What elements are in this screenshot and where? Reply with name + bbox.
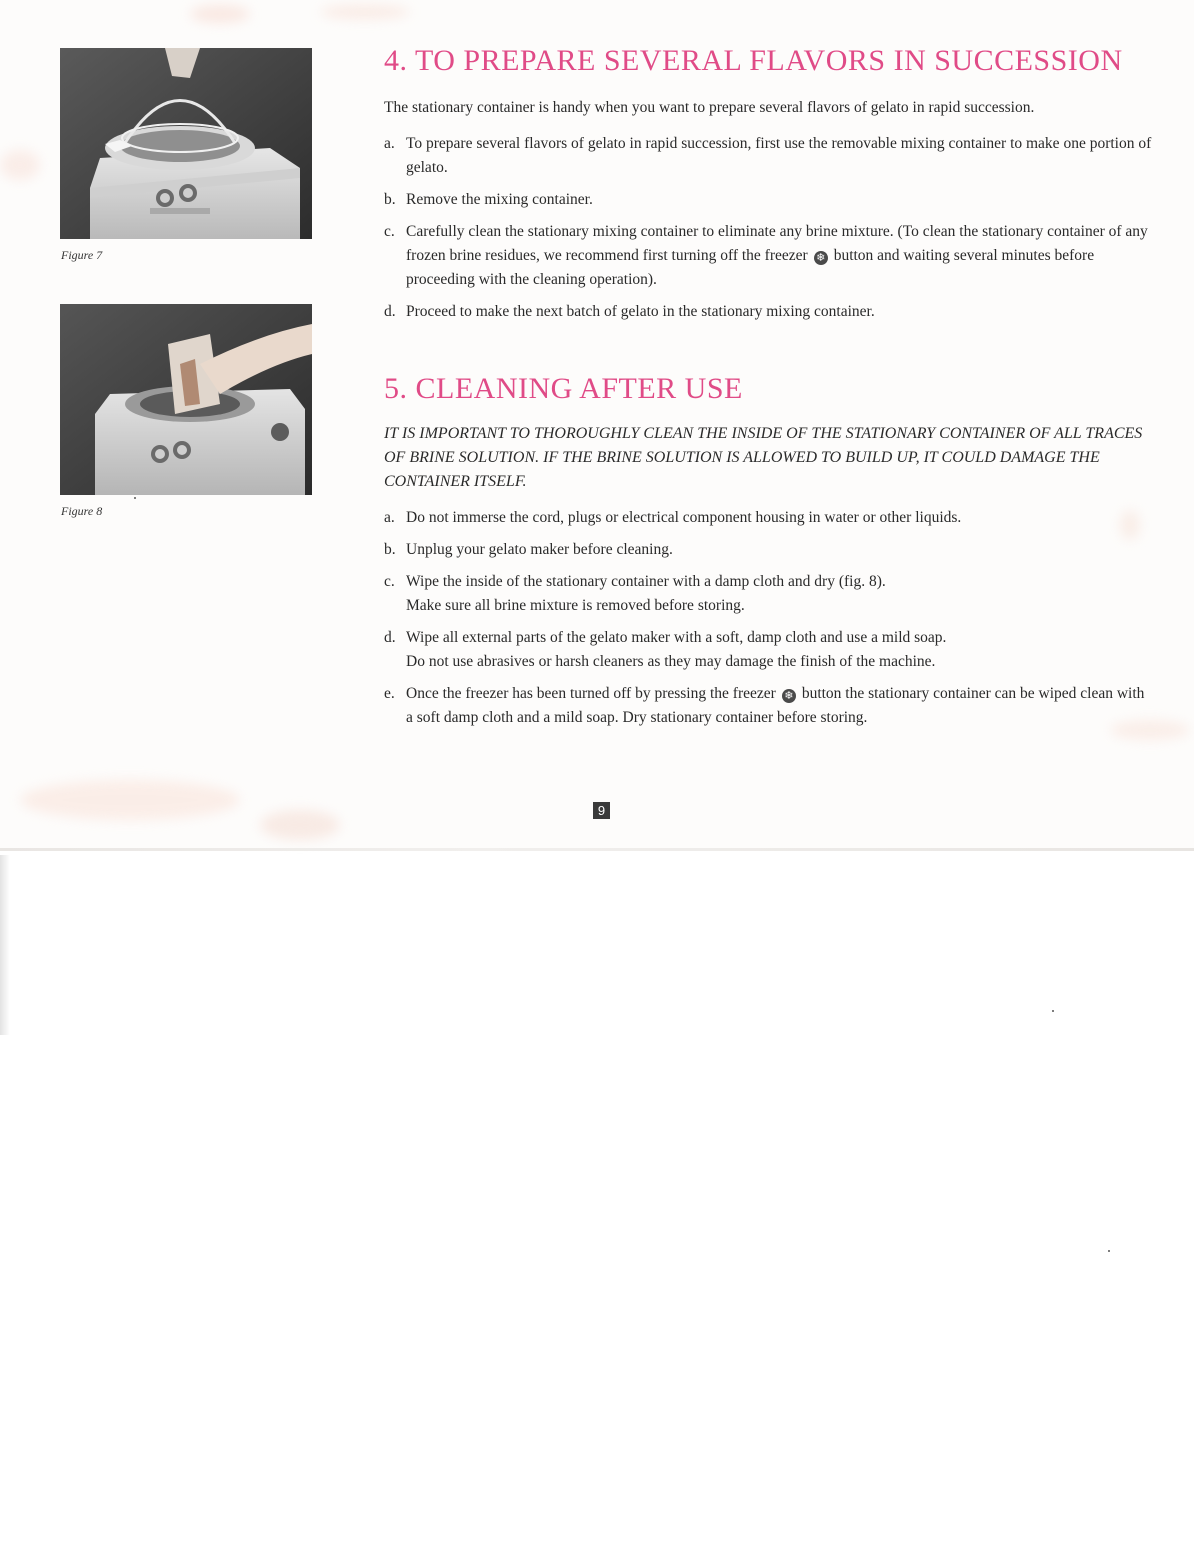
page-fold-line — [0, 848, 1194, 851]
section-4-title: 4. TO PREPARE SEVERAL FLAVORS IN SUCCESSION — [384, 44, 1123, 77]
item-text-after: button and waiting several minutes before proceeding with the cleaning operation). — [406, 247, 1095, 288]
item-letter: b. — [384, 541, 396, 558]
section-4-item-c — [384, 220, 1154, 292]
section-4-intro: The stationary container is handy when you want to prepare several flavors of gelato in rapid succession. — [384, 99, 1035, 116]
item-letter: e. — [384, 685, 395, 702]
page-number: 9 — [593, 802, 610, 819]
item-text: Do not immerse the cord, plugs or electrical component housing in water or other liquids. — [406, 509, 962, 526]
figure-7-caption: Figure 7 — [61, 248, 103, 262]
item-text-after: button the stationary container can be wiped clean with a soft damp cloth and a mild soap. Dry stationary container before storing. — [406, 685, 1145, 726]
item-line-1: Wipe the inside of the stationary container with a damp cloth and dry (fig. 8). — [406, 573, 886, 590]
item-text-wrapper — [406, 220, 1154, 292]
scan-edge-shadow — [0, 855, 10, 1035]
item-text: Remove the mixing container. — [406, 191, 593, 208]
item-line-1: Wipe all external parts of the gelato maker with a soft, damp cloth and use a mild soap. — [406, 629, 947, 646]
paper-stain — [20, 780, 240, 820]
paper-stain — [320, 5, 410, 19]
item-text: Unplug your gelato maker before cleaning. — [406, 541, 673, 558]
item-line-2: Do not use abrasives or harsh cleaners as they may damage the finish of the machine. — [406, 653, 936, 670]
paper-stain — [260, 810, 340, 840]
item-text: To prepare several flavors of gelato in rapid succession, first use the removable mixing container to make one portion of gelato. — [406, 135, 1152, 176]
section-5-title: 5. CLEANING AFTER USE — [384, 372, 743, 405]
section-4-item-a — [384, 132, 1154, 180]
item-line-2: Make sure all brine mixture is removed before storing. — [406, 597, 745, 614]
item-letter: d. — [384, 629, 396, 646]
figure-8-photo — [60, 304, 312, 495]
item-text-before: Carefully clean the stationary mixing container to eliminate any brine mixture. (To clean the stationary container of any frozen brine residues, we recommend first turning off the freezer — [406, 223, 1148, 264]
scan-speck — [1052, 1010, 1054, 1012]
snowflake-icon: ❄ — [814, 251, 828, 265]
section-4-item-b — [384, 188, 1154, 212]
item-text-wrapper — [406, 570, 1154, 618]
section-5-item-d — [384, 626, 1154, 674]
scan-speck — [134, 497, 136, 499]
paper-stain — [190, 5, 250, 23]
section-5-item-c — [384, 570, 1154, 618]
scan-speck — [1108, 1250, 1110, 1252]
section-5-warning: IT IS IMPORTANT TO THOROUGHLY CLEAN THE INSIDE OF THE STATIONARY CONTAINER OF ALL TRACES OF BRINE SOLUTION. IF THE BRINE SOLUTION IS ALLOWED TO BUILD UP, IT COULD DAMAGE THE CONTAINER ITSELF. — [384, 425, 1143, 490]
figure-7-photo — [60, 48, 312, 239]
item-letter: b. — [384, 191, 396, 208]
main-content — [384, 44, 1154, 738]
item-letter: c. — [384, 573, 395, 590]
item-letter: a. — [384, 509, 395, 526]
paper-stain — [0, 150, 40, 180]
figure-8-caption: Figure 8 — [61, 504, 103, 518]
section-4-item-d — [384, 300, 1154, 324]
section-5-item-a — [384, 506, 1154, 530]
item-letter: a. — [384, 135, 395, 152]
item-letter: d. — [384, 303, 396, 320]
item-text-before: Once the freezer has been turned off by pressing the freezer — [406, 685, 776, 702]
item-text-wrapper — [406, 626, 1154, 674]
item-text-wrapper — [406, 682, 1154, 730]
section-5-item-b — [384, 538, 1154, 562]
section-5-item-e — [384, 682, 1154, 730]
item-text: Proceed to make the next batch of gelato in the stationary mixing container. — [406, 303, 875, 320]
snowflake-icon: ❄ — [782, 689, 796, 703]
item-letter: c. — [384, 223, 395, 240]
